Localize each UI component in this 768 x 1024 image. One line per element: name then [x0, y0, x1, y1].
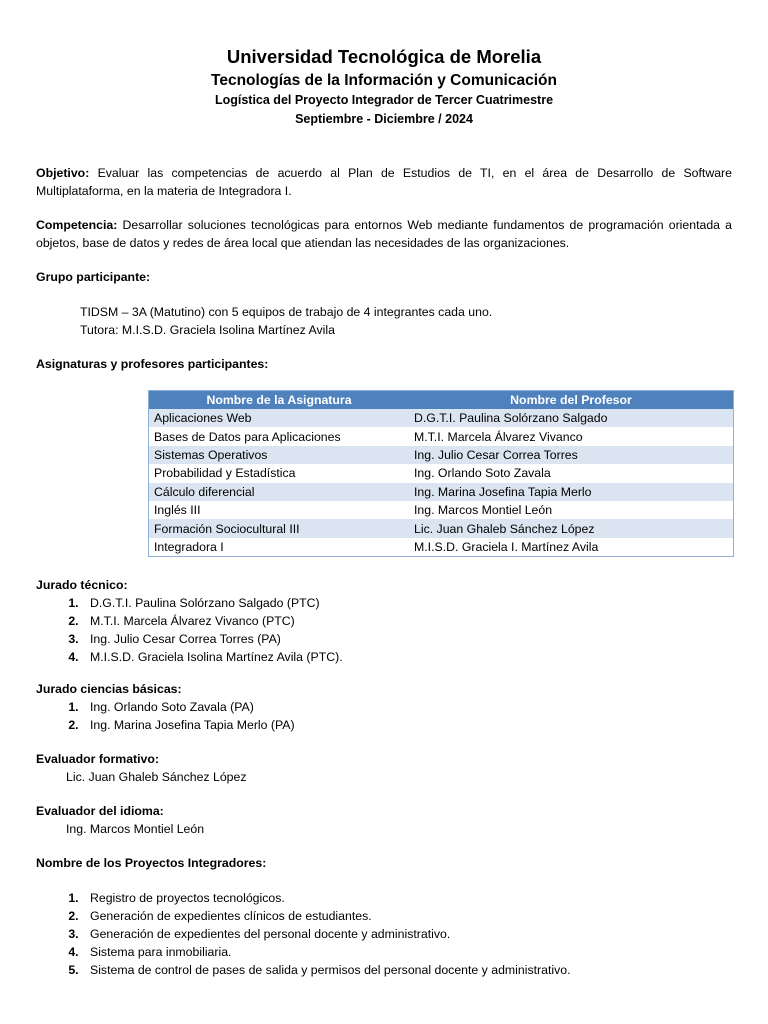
science-jury-heading: Jurado ciencias básicas: [36, 682, 182, 696]
competence-label: Competencia: [36, 218, 118, 232]
university-title: Universidad Tecnológica de Morelia [226, 46, 542, 67]
objective-label: Objetivo: [36, 166, 90, 180]
list-item: 1. D.G.T.I. Paulina Solórzano Salgado (PTC) [82, 594, 732, 612]
table-row [149, 519, 734, 537]
subject-cell: Bases de Datos para Aplicaciones [149, 427, 410, 445]
group-details [36, 303, 768, 339]
subject-cell: Sistemas Operativos [149, 446, 410, 464]
subject-cell: Cálculo diferencial [149, 483, 410, 501]
group-line-2: Tutora: M.I.S.D. Graciela Isolina Martínez Avila [80, 323, 335, 337]
subject-cell: Integradora I [149, 538, 410, 557]
professor-cell: Ing. Marina Josefina Tapia Merlo [409, 483, 734, 501]
competence-text: Desarrollar soluciones tecnológicas para entornos Web mediante fundamentos de programación orientada a objetos, base de datos y redes de área local que atiendan las necesidades de las organizaciones. [36, 218, 733, 250]
subject-cell: Probabilidad y Estadística [149, 464, 410, 482]
science-jury-list [36, 698, 732, 734]
technical-jury-list [36, 594, 732, 666]
competence-paragraph [36, 216, 732, 252]
column-header-professor: Nombre del Profesor [409, 391, 734, 410]
formative-evaluator-name: Lic. Juan Ghaleb Sánchez López [66, 770, 247, 784]
language-evaluator-name: Ing. Marcos Montiel León [66, 822, 205, 836]
objective-text: Evaluar las competencias de acuerdo al Plan de Estudios de TI, en el área de Desarrollo de Software Multiplataforma, en la materia de Integradora I. [36, 166, 732, 198]
subjects-heading: Asignaturas y profesores participantes: [36, 357, 269, 371]
professor-cell: Ing. Julio Cesar Correa Torres [409, 446, 734, 464]
table-row [149, 446, 734, 464]
table-row [149, 483, 734, 501]
professor-cell: Lic. Juan Ghaleb Sánchez López [409, 519, 734, 537]
list-item: 1. Registro de proyectos tecnológicos. [82, 889, 732, 907]
professor-cell: Ing. Marcos Montiel León [409, 501, 734, 519]
table-row [149, 501, 734, 519]
objective-paragraph [36, 164, 732, 200]
professor-cell: Ing. Orlando Soto Zavala [409, 464, 734, 482]
column-header-subject: Nombre de la Asignatura [149, 391, 410, 410]
subject-cell: Formación Sociocultural III [149, 519, 410, 537]
professor-cell: D.G.T.I. Paulina Solórzano Salgado [409, 409, 734, 427]
logistics-title: Logística del Proyecto Integrador de Tercer Cuatrimestre [214, 93, 554, 107]
table-row [149, 538, 734, 557]
table-row [149, 427, 734, 445]
area-subtitle: Tecnologías de la Información y Comunicación [211, 72, 557, 89]
formative-evaluator-heading: Evaluador formativo: [36, 752, 159, 766]
list-item: 4. M.I.S.D. Graciela Isolina Martínez Avila (PTC). [82, 648, 732, 666]
projects-section [36, 889, 732, 979]
subjects-table [148, 390, 734, 557]
professor-cell: M.T.I. Marcela Álvarez Vivanco [409, 427, 734, 445]
list-item: 5. Sistema de control de pases de salida y permisos del personal docente y administrativo. [82, 961, 732, 979]
list-item: 3. Generación de expedientes del personal docente y administrativo. [82, 925, 732, 943]
group-line-1: TIDSM – 3A (Matutino) con 5 equipos de trabajo de 4 integrantes cada uno. [80, 305, 493, 319]
list-item: 1. Ing. Orlando Soto Zavala (PA) [82, 698, 732, 716]
list-item: 4. Sistema para inmobiliaria. [82, 943, 732, 961]
table-row [149, 409, 734, 427]
projects-list [36, 889, 732, 979]
projects-heading: Nombre de los Proyectos Integradores: [36, 856, 267, 870]
formative-evaluator-section [36, 750, 732, 786]
subject-cell: Aplicaciones Web [149, 409, 410, 427]
technical-jury-section [36, 576, 732, 666]
list-item: 2. Generación de expedientes clínicos de estudiantes. [82, 907, 732, 925]
list-item: 3. Ing. Julio Cesar Correa Torres (PA) [82, 630, 732, 648]
group-heading: Grupo participante: [36, 270, 151, 284]
language-evaluator-heading: Evaluador del idioma: [36, 804, 164, 818]
table-row [149, 464, 734, 482]
list-item: 2. M.T.I. Marcela Álvarez Vivanco (PTC) [82, 612, 732, 630]
period-title: Septiembre - Diciembre / 2024 [295, 112, 473, 126]
table-header-row [149, 391, 734, 410]
list-item: 2. Ing. Marina Josefina Tapia Merlo (PA) [82, 716, 732, 734]
document-header [0, 44, 768, 129]
science-jury-section [36, 680, 732, 734]
language-evaluator-section [36, 802, 732, 838]
professor-cell: M.I.S.D. Graciela I. Martínez Avila [409, 538, 734, 557]
technical-jury-heading: Jurado técnico: [36, 578, 128, 592]
subject-cell: Inglés III [149, 501, 410, 519]
